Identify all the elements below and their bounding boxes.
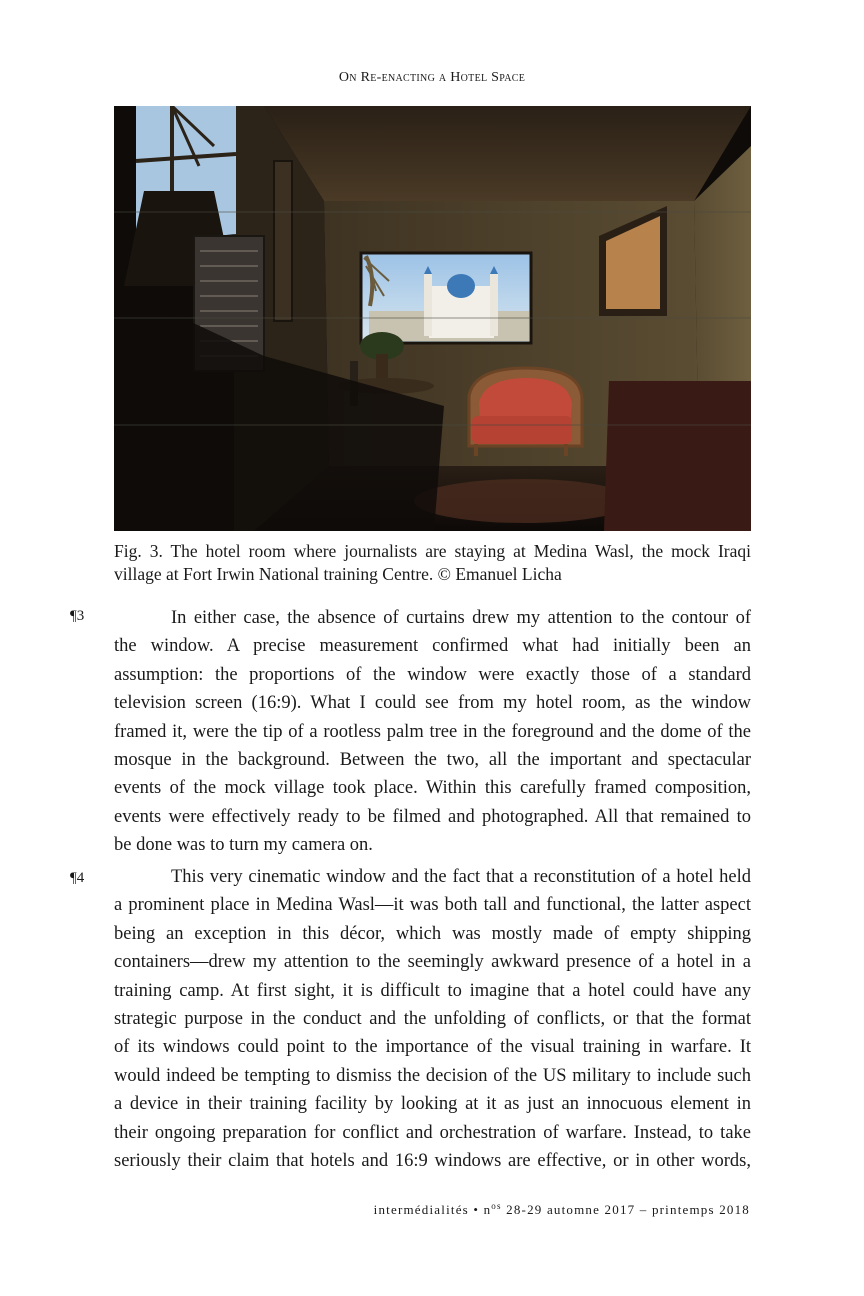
paragraph-line: of its windows could point to the importance of the visual training in warfare. It	[114, 1037, 751, 1058]
footer-issue-prefix: n	[483, 1202, 492, 1217]
paragraph-line: In either case, the absence of curtains drew my attention to the contour of	[171, 608, 751, 628]
paragraph-line: being an exception in this décor, which was mostly made of empty shipping	[114, 923, 751, 944]
paragraph-line: This very cinematic window and the fact that a reconstitution of a hotel held	[171, 867, 751, 887]
footer-issue-sup: os	[491, 1201, 502, 1211]
page-footer	[374, 1201, 750, 1218]
paragraph-line: seriously their claim that hotels and 16:9 windows are effective, or in other words,	[114, 1150, 751, 1171]
paragraph-marker-3: ¶3	[70, 608, 85, 624]
paragraph-line: television screen (16:9). What I could see from my hotel room, as the window	[114, 693, 751, 714]
paragraph-line: training camp. At first sight, it is difficult to imagine that a hotel could have any	[114, 980, 751, 1001]
footer-issue-numbers: 28-29	[506, 1202, 543, 1217]
paragraph-line: a device in their training facility by looking at it as just an innocuous element in	[114, 1094, 751, 1115]
paragraph-marker-4: ¶4	[70, 870, 85, 886]
hotel-room-photograph	[114, 106, 751, 531]
footer-journal: intermédialités •	[373, 1202, 480, 1217]
paragraph-4	[114, 863, 751, 1175]
paragraph-line: be done was to turn my camera on.	[114, 835, 373, 856]
running-head: On Re-enacting a Hotel Space	[338, 70, 526, 85]
paragraph-line: containers—drew my attention to the seemingly awkward presence of a hotel in a	[114, 952, 751, 973]
paragraph-line: events of the mock village took place. Within this carefully framed composition,	[114, 778, 751, 799]
paragraph-line: events were effectively ready to be filmed and photographed. All that remained to	[114, 806, 751, 827]
paragraph-line: framed it, were the tip of a rootless palm tree in the foreground and the dome of the	[114, 721, 751, 742]
footer-season: automne 2017 – printemps 2018	[546, 1202, 750, 1217]
figure-hotel-room-photo	[114, 106, 751, 531]
paragraph-line: strategic purpose in the conduct and the unfolding of conflicts, or that the format	[114, 1008, 751, 1029]
paragraph-line: a prominent place in Medina Wasl—it was both tall and functional, the latter aspect	[114, 895, 751, 916]
paragraph-line: mosque in the background. Between the two, all the important and spectacular	[114, 749, 751, 770]
figure-caption: Fig. 3. The hotel room where journalists are staying at Medina Wasl, the mock Iraqi village at Fort Irwin National training Centre. © Emanuel Licha	[114, 541, 751, 584]
paragraph-line: their ongoing preparation for conflict and orchestration of warfare. Instead, to take	[114, 1122, 751, 1143]
paragraph-line: would indeed be tempting to dismiss the decision of the US military to include such	[114, 1065, 751, 1086]
paragraph-3	[114, 604, 751, 860]
paragraph-line: assumption: the proportions of the window were exactly those of a standard	[114, 664, 751, 685]
paragraph-line: the window. A precise measurement confirmed what had initially been an	[114, 636, 751, 657]
